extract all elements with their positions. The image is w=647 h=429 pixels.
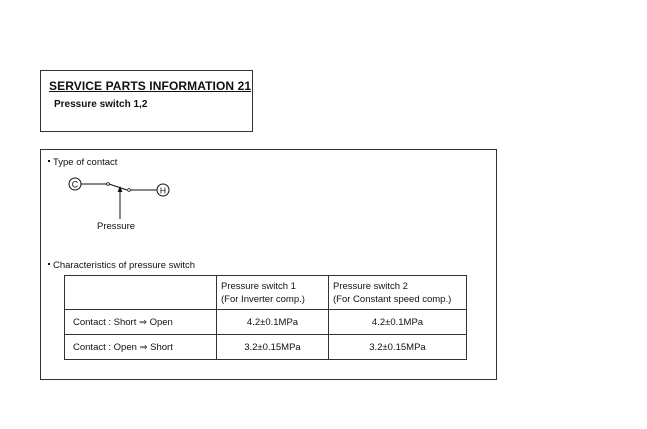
cell-switch-1-value: 3.2±0.15MPa [217, 335, 329, 360]
cell-switch-2-value: 3.2±0.15MPa [329, 335, 467, 360]
row-label: Contact : Open ⇒ Short [65, 335, 217, 360]
pressure-arrow-icon [118, 186, 123, 219]
row-label: Contact : Short ⇒ Open [65, 310, 217, 335]
terminal-h-label: H [159, 185, 167, 196]
contact-point-right [128, 189, 131, 192]
table-row [65, 335, 467, 360]
pressure-label: Pressure [97, 221, 136, 232]
column-header-switch-1: Pressure switch 1 (For Inverter comp.) [217, 276, 329, 310]
terminal-c-label: C [71, 179, 79, 190]
bullet-icon [48, 263, 50, 265]
page-subtitle: Pressure switch 1,2 [54, 99, 148, 110]
header-box [40, 70, 253, 132]
contact-point-left [107, 183, 110, 186]
bullet-icon [48, 160, 50, 162]
table-corner-cell [65, 276, 217, 310]
characteristics-label: Characteristics of pressure switch [53, 260, 196, 271]
column-header-switch-2: Pressure switch 2 (For Constant speed comp.) [329, 276, 467, 310]
page-title: SERVICE PARTS INFORMATION 21 [49, 79, 252, 93]
switch-blade [109, 184, 127, 190]
terminal-h-icon [157, 184, 169, 196]
table-row [65, 310, 467, 335]
table-header-row [65, 276, 467, 310]
cell-switch-2-value: 4.2±0.1MPa [329, 310, 467, 335]
characteristics-heading [48, 260, 195, 271]
characteristics-table [64, 275, 467, 360]
terminal-c-icon [69, 178, 81, 190]
contact-type-heading [48, 157, 117, 168]
contact-type-label: Type of contact [53, 157, 118, 168]
cell-switch-1-value: 4.2±0.1MPa [217, 310, 329, 335]
